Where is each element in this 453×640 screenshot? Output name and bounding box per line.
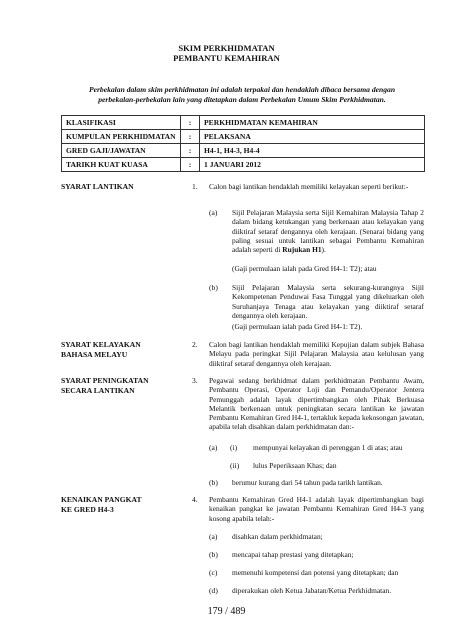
row-value: PELAKSANA <box>200 130 425 144</box>
table-row <box>62 158 425 172</box>
item-text: memenuhi kompetensi dan potensi yang ditetapkan; dan <box>232 568 399 577</box>
table-row <box>62 130 425 144</box>
item-label: (a) <box>209 443 218 452</box>
item-text: berumur kurang dari 54 tahun pada tarikh lantikan. <box>232 478 383 487</box>
classification-table <box>61 115 425 172</box>
row-label: TARIKH KUAT KUASA <box>62 158 181 172</box>
row-label: GRED GAJI/JAWATAN <box>62 144 181 158</box>
section-text: Calon bagi lantikan hendaklah memiliki kelayakan seperti berikut:- <box>209 182 409 191</box>
section-number: 2. <box>192 340 198 349</box>
salary-note: (Gaji permulaan ialah pada Gred H4-1: T2); atau <box>232 264 377 273</box>
item-label: (d) <box>209 586 218 595</box>
row-colon: : <box>181 116 200 130</box>
item-text: Sijil Pelajaran Malaysia serta sekurang-kurangnya Sijil Kekompetenan Penduwai Fasa Tunggal yang dikeluarkan oleh Suruhanjaya Tenaga atau kelayakan yang diiktiraf setaraf dengannya oleh kerajaan. <box>232 283 424 320</box>
heading-syarat-lantikan: SYARAT LANTIKAN <box>61 182 134 191</box>
subitem-text: mempunyai kelayakan di perenggan 1 di atas; atau <box>253 443 403 452</box>
item-label: (c) <box>209 568 218 577</box>
intro-line2: perbekalan-perbekalan lain yang ditetapkan dalam Perbekalan Umum Skim Perkhidmatan. <box>98 95 386 104</box>
table-row <box>62 144 425 158</box>
item-text: Sijil Pelajaran Malaysia serta Sijil Kemahiran Malaysia Tahap 2 dalam bidang ketukangan yang berkenaan atau kelayakan yang diiktiraf setaraf dengannya oleh kerajaan. (Senarai bidang yang paling sesuai untuk lantikan sebagai Pembantu Kemahiran adalah seperti di Rujukan H1). <box>232 208 424 255</box>
salary-note: (Gaji permulaan ialah pada Gred H4-1: T2). <box>232 322 363 331</box>
heading-syarat-peningkatan: SYARAT PENINGKATAN SECARA LANTIKAN <box>61 376 149 395</box>
section-number: 3. <box>192 376 198 385</box>
heading-kenaikan-pangkat: KENAIKAN PANGKAT KE GRED H4-3 <box>61 495 142 514</box>
scheme-title-line1: SKIM PERKHIDMATAN <box>178 43 275 53</box>
row-value: H4-1, H4-3, H4-4 <box>200 144 425 158</box>
item-label: (b) <box>209 550 218 559</box>
item-label: (b) <box>209 283 218 292</box>
section-number: 1. <box>192 182 198 191</box>
row-value: 1 JANUARI 2012 <box>200 158 425 172</box>
heading-syarat-kelayakan: SYARAT KELAYAKAN BAHASA MELAYU <box>61 340 141 359</box>
subitem-label: (i) <box>230 443 238 452</box>
subitem-text: lulus Peperiksaan Khas; dan <box>253 461 337 470</box>
page-number: 179 / 489 <box>207 606 246 617</box>
section-text: Calon bagi lantikan hendaklah memiliki Kepujian dalam subjek Bahasa Melayu pada peringkat Sijil Pelajaran Malaysia atau kelulusan yang diiktiraf setaraf dengannya oleh kerajaan. <box>209 340 424 368</box>
reference-h1: Rujukan H1 <box>282 245 322 255</box>
row-colon: : <box>181 158 200 172</box>
item-label: (a) <box>209 532 218 541</box>
item-text: diperakukan oleh Ketua Jabatan/Ketua Perkhidmatan. <box>232 586 392 595</box>
row-value: PERKHIDMATAN KEMAHIRAN <box>200 116 425 130</box>
section-text: Pembantu Kemahiran Gred H4-1 adalah layak dipertimbangkan bagi kenaikan pangkat ke jawatan Pembantu Kemahiran Gred H4-3 yang kosong apabila telah:- <box>209 495 424 523</box>
item-label: (b) <box>209 478 218 487</box>
table-row <box>62 116 425 130</box>
row-label: KUMPULAN PERKHIDMATAN <box>62 130 181 144</box>
row-label: KLASIFIKASI <box>62 116 181 130</box>
item-text: disahkan dalam perkhidmatan; <box>232 532 323 541</box>
subitem-label: (ii) <box>230 461 240 470</box>
row-colon: : <box>181 130 200 144</box>
row-colon: : <box>181 144 200 158</box>
section-text: Pegawai sedang berkhidmat dalam perkhidmatan Pembantu Awam, Pembantu Operasi, Operator Loji dan Pemandu/Operator Jentera Pemunggah adalah layak dipertimbangkan oleh Pihak Berkuasa Melantik berkenaan untuk peningkatan secara lantikan ke jawatan Pembantu Kemahiran Gred H4-1, tertakluk kepada kekosongan jawatan, apabila telah disahkan dalam perkhidmatan dan:- <box>209 376 424 432</box>
item-label: (a) <box>209 208 218 217</box>
intro-line1: Perbekalan dalam skim perkhidmatan ini adalah terpakai dan hendaklah dibaca bersama dengan <box>88 85 396 94</box>
scheme-title-line2: PEMBANTU KEMAHIRAN <box>173 53 280 63</box>
section-number: 4. <box>192 495 198 504</box>
item-text: mencapai tahap prestasi yang ditetapkan; <box>232 550 354 559</box>
